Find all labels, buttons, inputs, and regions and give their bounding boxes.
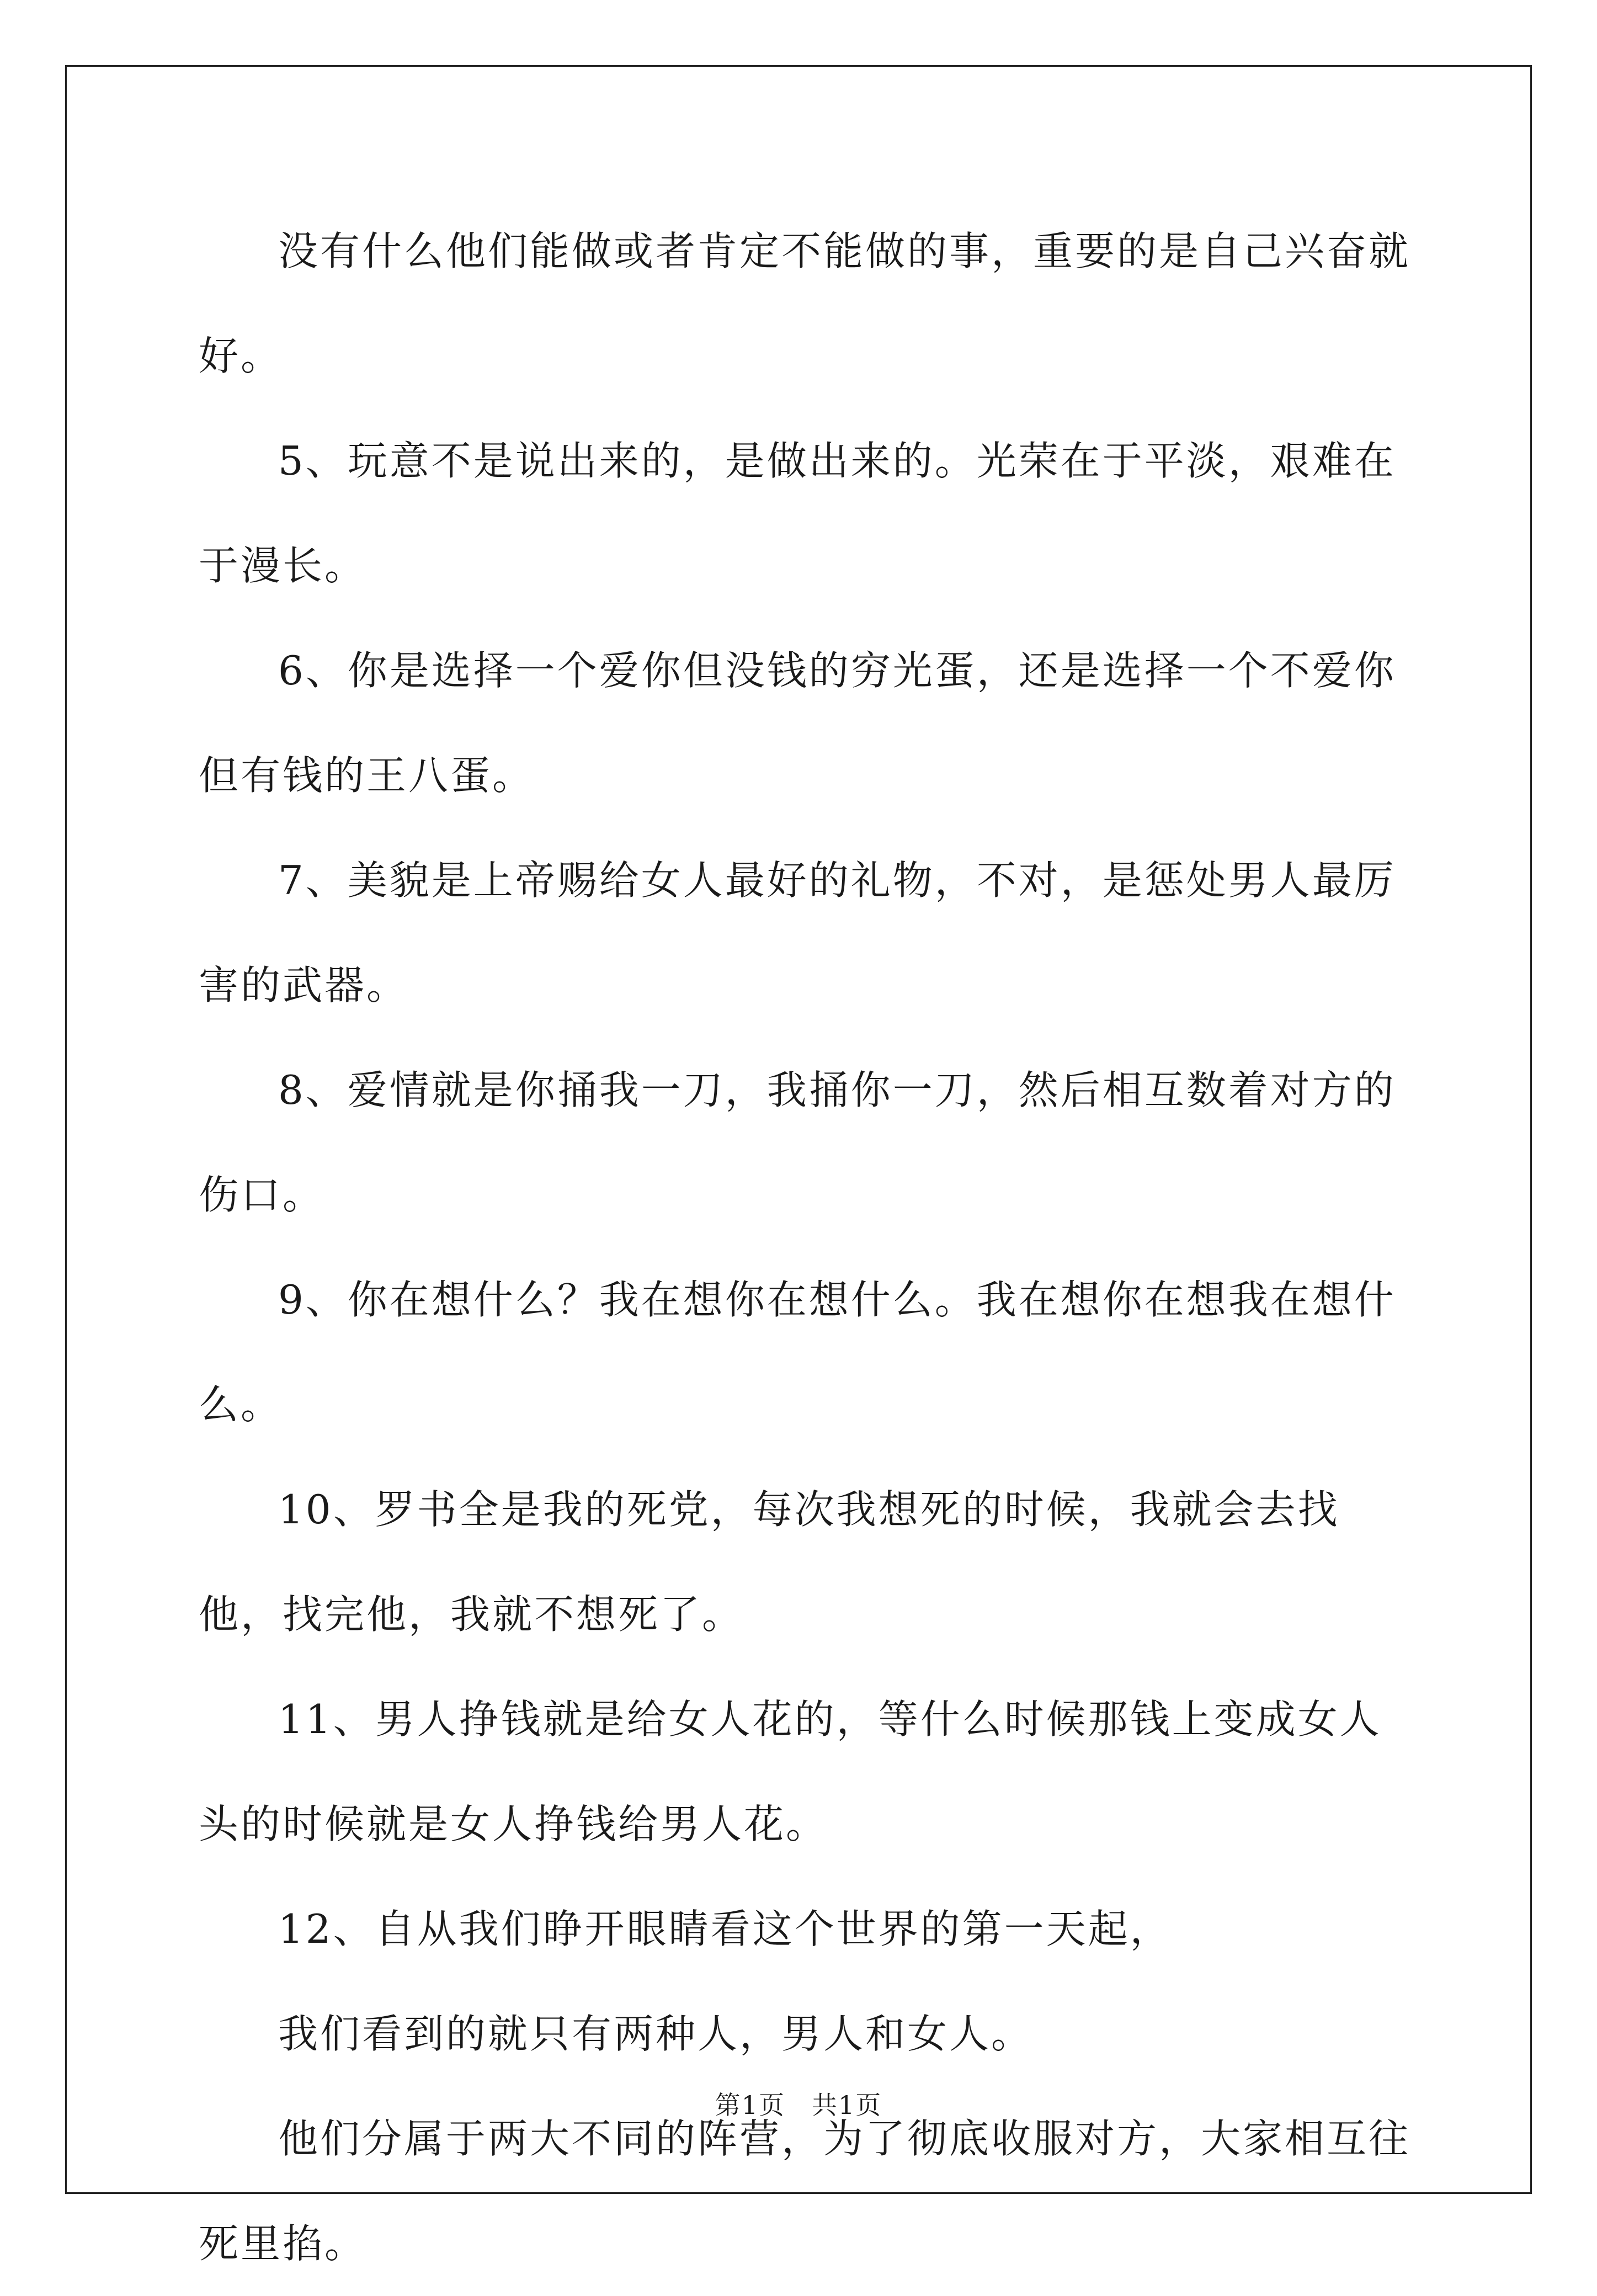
- page-footer: 第1页 共1页: [715, 2090, 882, 2120]
- paragraph-1: 没有什么他们能做或者肯定不能做的事，重要的是自己兴奋就好。: [199, 228, 1411, 379]
- document-body: [199, 199, 1413, 2296]
- paragraph-10: 我们看到的就只有两种人，男人和女人。: [278, 2011, 1034, 2057]
- paragraph-4: 7、美貌是上帝赐给女人最好的礼物，不对，是惩处男人最厉害的武器。: [199, 857, 1396, 1008]
- paragraph-2: 5、玩意不是说出来的，是做出来的。光荣在于平淡，艰难在于漫长。: [199, 438, 1396, 589]
- paragraph-8: 11、男人挣钱就是给女人花的，等什么时候那钱上变成女人头的时候就是女人挣钱给男人花。: [199, 1696, 1382, 1847]
- paragraph-6: 9、你在想什么？我在想你在想什么。我在想你在想我在想什么。: [199, 1277, 1396, 1428]
- paragraph-5: 8、爱情就是你捅我一刀，我捅你一刀，然后相互数着对方的伤口。: [199, 1067, 1396, 1218]
- paragraph-3: 6、你是选择一个爱你但没钱的穷光蛋，还是选择一个不爱你但有钱的王八蛋。: [199, 647, 1396, 799]
- paragraph-7: 10、罗书全是我的死党，每次我想死的时候，我就会去找他，找完他，我就不想死了。: [199, 1486, 1340, 1638]
- paragraph-11: 他们分属于两大不同的阵营，为了彻底收服对方，大家相互往死里掐。: [199, 2116, 1411, 2267]
- paragraph-9: 12、自从我们睁开眼睛看这个世界的第一天起，: [278, 1906, 1172, 1952]
